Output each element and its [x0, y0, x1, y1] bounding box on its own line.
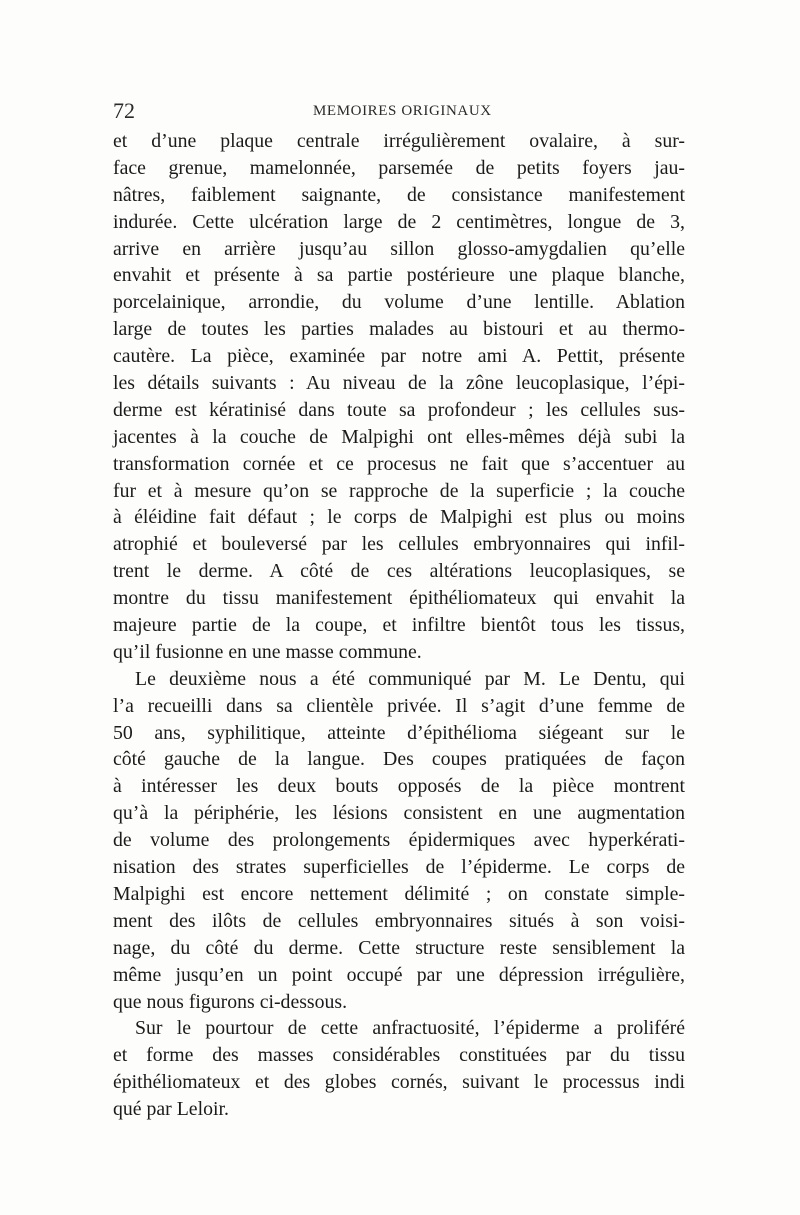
text-line: porcelainique, arrondie, du volume d’une lentille. Ablation	[113, 291, 685, 314]
text-line: nisation des strates superficielles de l’épiderme. Le corps de	[113, 856, 685, 879]
text-line: ment des ilôts de cellules embryonnaires situés à son voisi-	[113, 909, 685, 932]
text-line: à éléidine fait défaut ; le corps de Malpighi est plus ou moins	[113, 506, 685, 529]
text-line: majeure partie de la coupe, et infiltre bientôt tous les tissus,	[113, 614, 685, 637]
text-line: de volume des prolongements épidermiques avec hyperkérati-	[113, 829, 685, 852]
text-line: derme est kératinisé dans toute sa profondeur ; les cellules sus-	[113, 398, 685, 421]
text-line: l’a recueilli dans sa clientèle privée. Il s’agit d’une femme de	[113, 694, 685, 717]
text-line: nâtres, faiblement saignante, de consistance manifestement	[113, 183, 685, 206]
text-line: à intéresser les deux bouts opposés de la pièce montrent	[113, 775, 685, 798]
text-line: et forme des masses considérables constituées par du tissu	[113, 1044, 685, 1067]
text-line: montre du tissu manifestement épithéliomateux qui envahit la	[113, 587, 685, 610]
text-line: et d’une plaque centrale irrégulièrement ovalaire, à sur-	[113, 130, 685, 152]
body-text	[113, 128, 685, 1123]
text-line: les détails suivants : Au niveau de la zône leucoplasique, l’épi-	[113, 372, 685, 395]
text-line: indurée. Cette ulcération large de 2 centimètres, longue de 3,	[113, 210, 685, 233]
text-line: qu’à la périphérie, les lésions consistent en une augmentation	[113, 802, 685, 825]
text-line: envahit et présente à sa partie postérieure une plaque blanche,	[113, 264, 685, 287]
text-line: large de toutes les parties malades au bistouri et au thermo-	[113, 318, 685, 341]
text-line: jacentes à la couche de Malpighi ont elles-mêmes déjà subi la	[113, 425, 685, 448]
paragraph-first-line: Le deuxième nous a été communiqué par M. Le Dentu, qui	[135, 667, 685, 690]
paragraph-end-line: que nous figurons ci-dessous.	[113, 990, 348, 1013]
paragraph-first-line: Sur le pourtour de cette anfractuosité, l’épiderme a proliféré	[135, 1017, 685, 1040]
paragraph-end-line: qu’il fusionne en une masse commune.	[113, 640, 422, 663]
text-line: côté gauche de la langue. Des coupes pratiquées de façon	[113, 748, 685, 771]
page-header	[113, 98, 693, 128]
text-line: épithéliomateux et des globes cornés, suivant le processus indi	[113, 1071, 685, 1094]
text-line: atrophié et bouleversé par les cellules embryonnaires qui infil-	[113, 533, 685, 556]
text-line: cautère. La pièce, examinée par notre ami A. Pettit, présente	[113, 345, 685, 368]
page-number: 72	[113, 98, 135, 123]
text-line: transformation cornée et ce procesus ne fait que s’accentuer au	[113, 452, 685, 475]
text-line: arrive en arrière jusqu’au sillon glosso-amygdalien qu’elle	[113, 237, 685, 260]
running-title: MEMOIRES ORIGINAUX	[313, 103, 492, 119]
text-line: nage, du côté du derme. Cette structure reste sensiblement la	[113, 936, 685, 959]
text-line: fur et à mesure qu’on se rapproche de la superficie ; la couche	[113, 479, 685, 502]
text-line: Malpighi est encore nettement délimité ; on constate simple-	[113, 882, 685, 905]
text-line: même jusqu’en un point occupé par une dépression irrégulière,	[113, 963, 685, 986]
paragraph-end-line: qué par Leloir.	[113, 1098, 229, 1121]
text-line: 50 ans, syphilitique, atteinte d’épithélioma siégeant sur le	[113, 721, 685, 744]
text-line: trent le derme. A côté de ces altérations leucoplasiques, se	[113, 560, 685, 583]
text-line: face grenue, mamelonnée, parsemée de petits foyers jau-	[113, 156, 685, 179]
